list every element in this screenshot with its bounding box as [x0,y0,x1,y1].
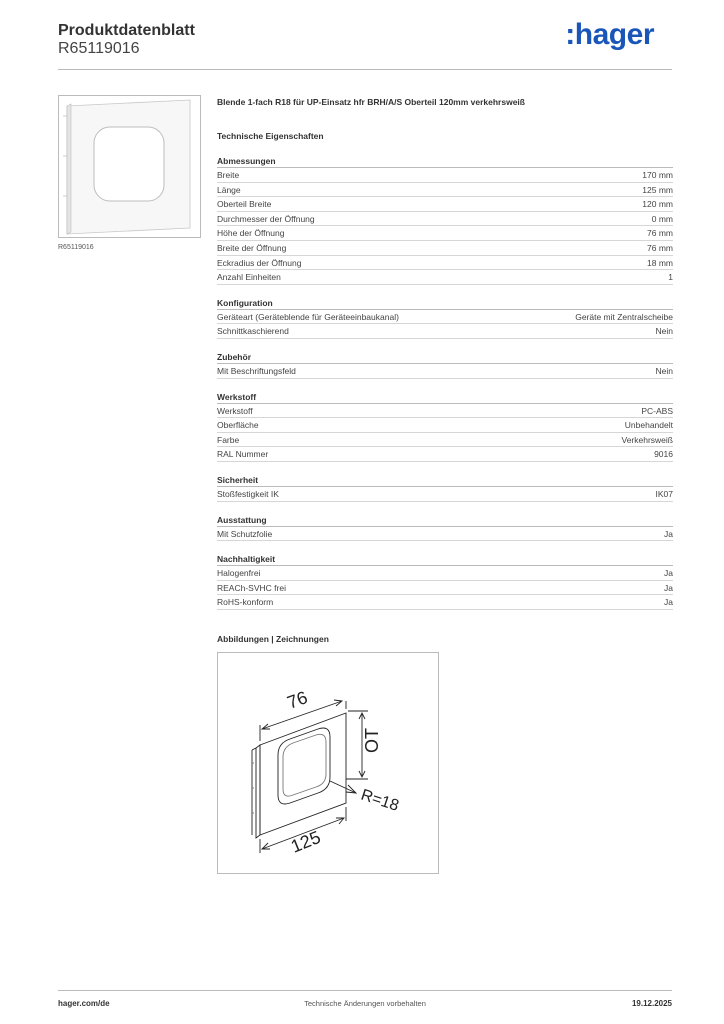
property-row [217,183,673,198]
section-title: Sicherheit [217,474,673,487]
footer-website[interactable]: hager.com/de [58,999,110,1008]
section-werkstoff [217,391,673,462]
logo-text: hager [574,18,654,51]
dimension-width-label: 76 [284,686,311,713]
property-value: 76 mm [647,228,673,239]
property-label: Länge [217,184,241,195]
property-row [217,324,673,339]
property-label: Geräteart (Geräteblende für Geräteeinbaukanal) [217,311,399,322]
cover-plate-illustration [59,96,200,237]
section-title: Nachhaltigkeit [217,553,673,566]
property-label: RAL Nummer [217,449,269,460]
property-row [217,197,673,212]
property-row [217,581,673,596]
property-label: Werkstoff [217,405,253,416]
section-nachhaltigkeit [217,553,673,610]
property-value: Nein [655,326,673,337]
property-row [217,447,673,462]
hager-logo [565,18,654,52]
property-value: Ja [664,528,673,539]
section-zubeh-r [217,351,673,379]
property-value: 0 mm [651,213,673,224]
property-label: Eckradius der Öffnung [217,257,302,268]
section-sicherheit [217,474,673,502]
section-title: Abmessungen [217,155,673,168]
property-row [217,226,673,241]
main-content [217,95,673,874]
property-value: IK07 [655,488,673,499]
property-row [217,433,673,448]
property-row [217,595,673,610]
property-value: Verkehrsweiß [621,434,673,445]
property-label: Farbe [217,434,240,445]
properties-sections [217,155,673,610]
property-label: Breite der Öffnung [217,242,287,253]
property-row [217,566,673,581]
property-label: REACh-SVHC frei [217,582,286,593]
document-number: R65119016 [58,40,140,57]
property-value: 170 mm [642,170,673,180]
section-konfiguration [217,297,673,339]
product-description: Blende 1-fach R18 für UP-Einsatz hfr BRH/A/S Oberteil 120mm verkehrsweiß [217,97,525,107]
footer-date: 19.12.2025 [631,999,672,1008]
dimension-radius-label: R=18 [358,786,401,815]
footer-notice: Technische Änderungen vorbehalten [304,999,426,1008]
section-title: Zubehör [217,351,673,364]
property-value: 120 mm [642,199,673,210]
property-value: 1 [668,272,673,283]
property-row [217,241,673,256]
property-row [217,256,673,271]
property-value: Nein [655,365,673,376]
property-label: Mit Beschriftungsfeld [217,365,296,376]
document-title: Produktdatenblatt [58,22,195,39]
page-header [58,18,672,70]
property-row [217,212,673,227]
property-value: PC-ABS [641,405,673,416]
section-title: Konfiguration [217,297,673,310]
property-value: 18 mm [647,257,673,268]
product-image [58,95,201,238]
property-label: RoHS-konform [217,597,274,608]
property-value: Ja [664,568,673,579]
property-label: Mit Schutzfolie [217,528,273,539]
property-label: Durchmesser der Öffnung [217,213,315,224]
page-footer [58,990,672,1014]
property-value: Geräte mit Zentralscheibe [575,311,673,322]
property-row [217,168,673,183]
image-caption: R65119016 [58,244,94,251]
property-value: 125 mm [642,184,673,195]
logo-colon: : [565,18,575,51]
drawings-title: Abbildungen | Zeichnungen [217,633,329,644]
property-label: Schnittkaschierend [217,326,289,337]
dimension-length-label: 125 [288,826,324,857]
property-label: Oberfläche [217,420,259,431]
section-abmessungen [217,155,673,285]
property-row [217,310,673,325]
property-label: Höhe der Öffnung [217,228,285,239]
property-row [217,364,673,379]
section-title: Ausstattung [217,514,673,527]
property-row [217,418,673,433]
property-label: Breite [217,170,240,180]
property-label: Anzahl Einheiten [217,272,281,283]
property-label: Oberteil Breite [217,199,272,210]
property-value: Ja [664,582,673,593]
property-row [217,404,673,419]
property-row [217,270,673,285]
property-row [217,487,673,502]
technical-properties-title: Technische Eigenschaften [217,131,324,141]
section-title: Werkstoff [217,391,673,404]
property-label: Halogenfrei [217,568,261,579]
dimension-height-label: OT [362,727,382,753]
property-value: 76 mm [647,242,673,253]
property-label: Stoßfestigkeit IK [217,488,279,499]
property-row [217,527,673,542]
dimension-drawing-svg [218,653,438,873]
technical-drawing [217,652,439,874]
property-value: 9016 [654,449,673,460]
property-value: Unbehandelt [624,420,673,431]
property-value: Ja [664,597,673,608]
section-ausstattung [217,514,673,542]
